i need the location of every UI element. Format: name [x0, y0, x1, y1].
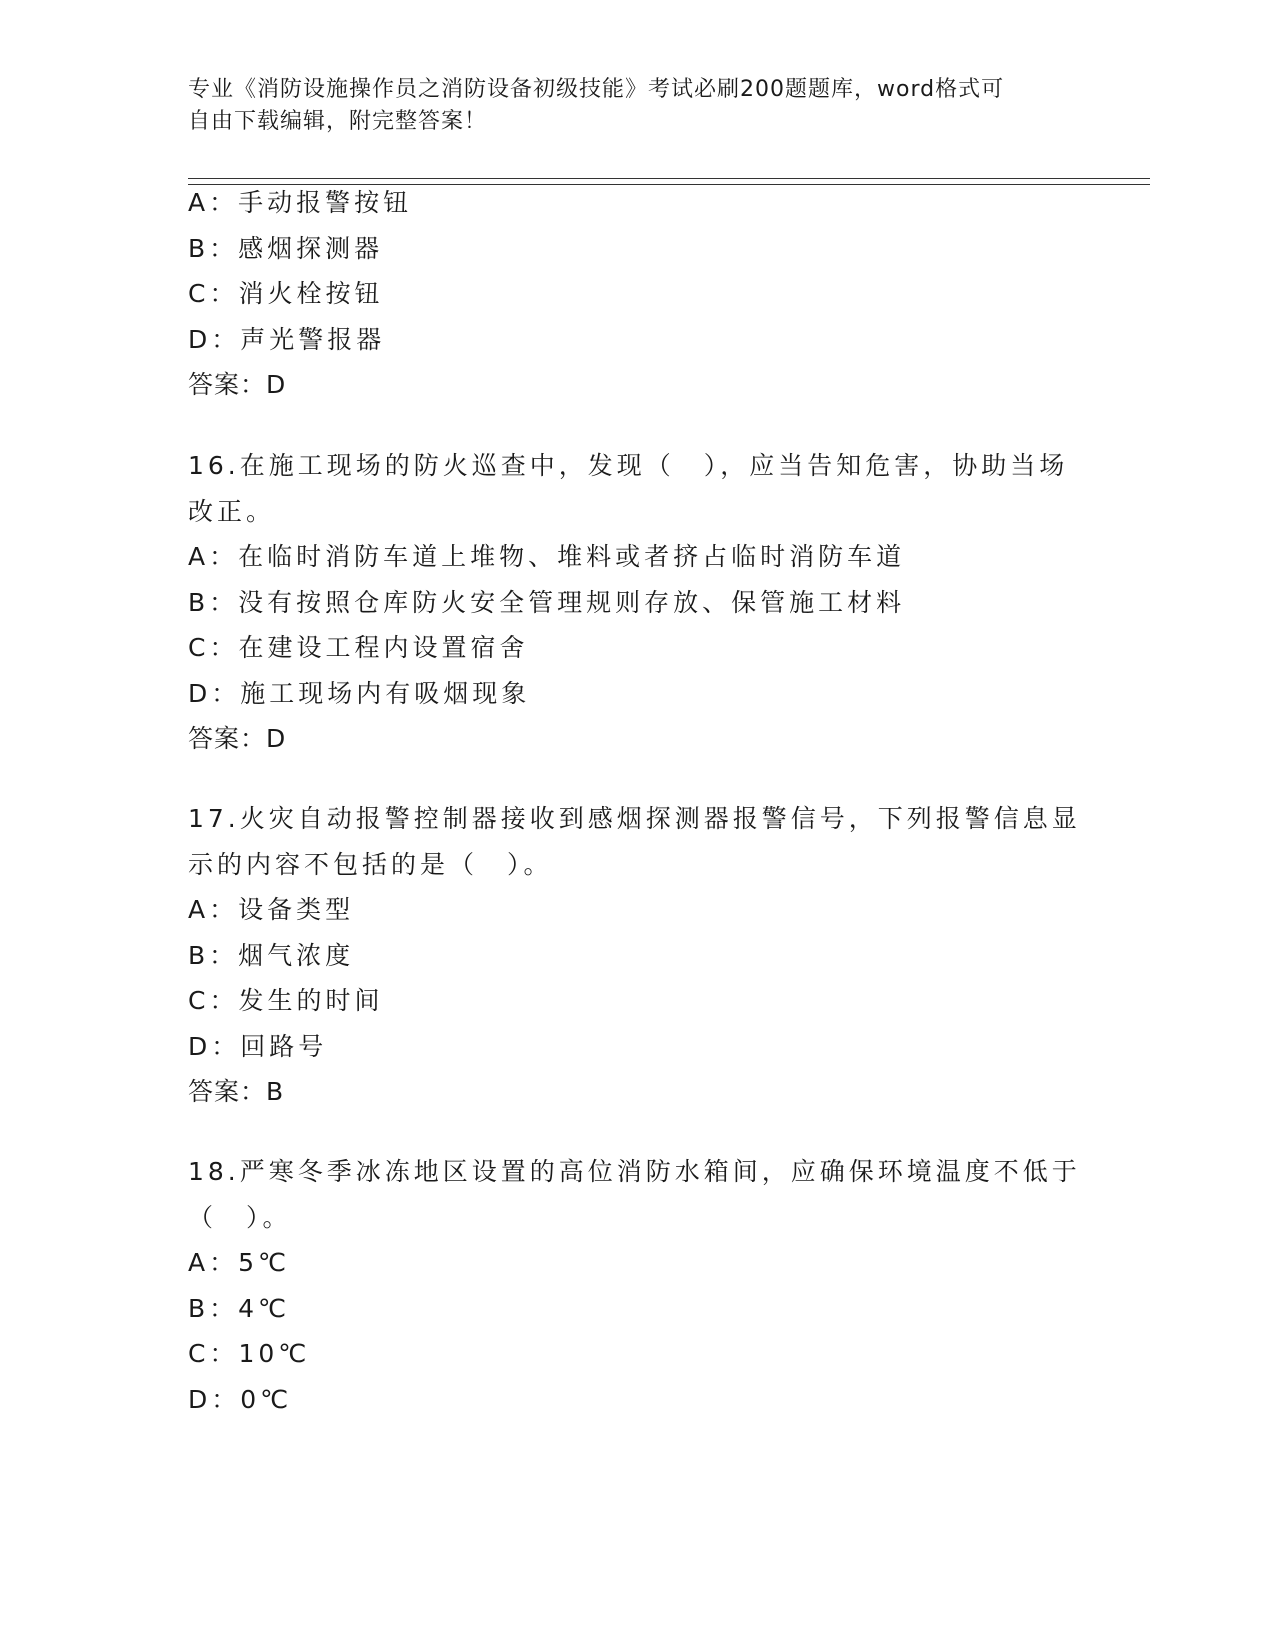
option-d: D：回路号 [188, 1031, 328, 1061]
answer: 答案：D [188, 370, 287, 399]
option-a: A：手动报警按钮 [188, 188, 413, 217]
answer: 答案：D [188, 724, 287, 753]
header-line-2: 自由下载编辑，附完整答案！ [188, 109, 488, 134]
question-stem-line-2: （ ）。 [188, 1202, 292, 1232]
question-stem-line-2: 改正。 [188, 496, 276, 526]
option-b: B：感烟探测器 [188, 233, 384, 263]
option-c: C：10℃ [188, 1339, 311, 1368]
question-18 [188, 1149, 1088, 1422]
header-line-1: 专业《消防设施操作员之消防设备初级技能》考试必刷200题题库，word格式可 [188, 77, 1005, 102]
option-a: A：设备类型 [188, 895, 355, 924]
option-d: D：施工现场内有吸烟现象 [188, 678, 531, 708]
question-17 [188, 796, 1088, 1115]
option-c: C：发生的时间 [188, 986, 384, 1015]
answer: 答案：B [188, 1077, 285, 1106]
question-stem-line-1: 16.在施工现场的防火巡查中，发现（ ），应当告知危害，协助当场 [188, 451, 1069, 480]
option-a: A：在临时消防车道上堆物、堆料或者挤占临时消防车道 [188, 542, 906, 571]
question-stem-line-1: 18.严寒冬季冰冻地区设置的高位消防水箱间，应确保环境温度不低于 [188, 1157, 1081, 1186]
option-c: C：消火栓按钮 [188, 279, 384, 308]
question-16 [188, 443, 1088, 762]
option-b: B：4℃ [188, 1293, 291, 1323]
question-stem-line-1: 17.火灾自动报警控制器接收到感烟探测器报警信号，下列报警信息显 [188, 804, 1081, 833]
option-b: B：没有按照仓库防火安全管理规则存放、保管施工材料 [188, 587, 906, 617]
question-15 [188, 180, 1088, 408]
option-a: A：5℃ [188, 1248, 291, 1277]
document-header [188, 74, 1068, 138]
option-d: D：声光警报器 [188, 324, 386, 354]
question-stem-line-2: 示的内容不包括的是（ ）。 [188, 849, 553, 879]
option-c: C：在建设工程内设置宿舍 [188, 633, 529, 662]
option-b: B：烟气浓度 [188, 940, 355, 970]
option-d: D：0℃ [188, 1384, 293, 1414]
